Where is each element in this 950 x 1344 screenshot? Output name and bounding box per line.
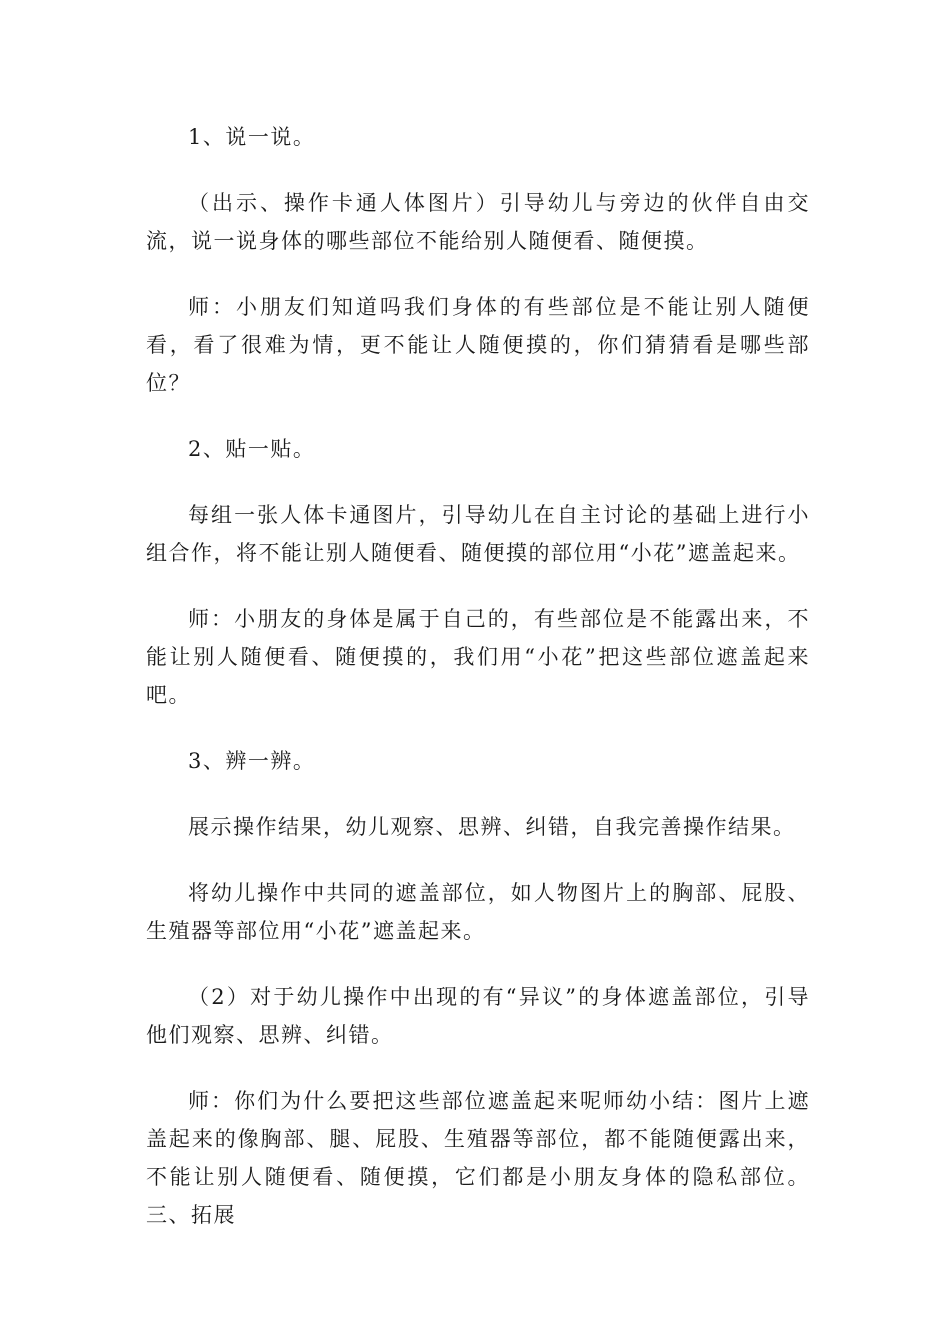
paragraph-common-parts: 将幼儿操作中共同的遮盖部位，如人物图片上的胸部、屁股、生殖器等部位用“小花”遮盖起来。 (146, 881, 810, 943)
heading-paste: 2、贴一贴。 (188, 437, 316, 461)
paragraph-show-results: 展示操作结果，幼儿观察、思辨、纠错，自我完善操作结果。 (188, 815, 796, 839)
heading-say: 1、说一说。 (188, 125, 316, 149)
paragraph-show-cartoon: （出示、操作卡通人体图片）引导幼儿与旁边的伙伴自由交流，说一说身体的哪些部位不能给别人随便看、随便摸。 (146, 191, 810, 253)
heading-distinguish: 3、辨一辨。 (188, 749, 316, 773)
document-page (146, 118, 810, 1262)
paragraph-disputed-parts: （2）对于幼儿操作中出现的有“异议”的身体遮盖部位，引导他们观察、思辨、纠错。 (146, 985, 810, 1047)
paragraph-teacher-flowers: 师：小朋友的身体是属于自己的，有些部位是不能露出来，不能让别人随便看、随便摸的，我们用“小花”把这些部位遮盖起来吧。 (146, 607, 810, 707)
paragraph-group-work: 每组一张人体卡通图片，引导幼儿在自主讨论的基础上进行小组合作，将不能让别人随便看、随便摸的部位用“小花”遮盖起来。 (146, 503, 810, 565)
paragraph-summary: 师：你们为什么要把这些部位遮盖起来呢师幼小结：图片上遮盖起来的像胸部、腿、屁股、生殖器等部位，都不能随便露出来，不能让别人随便看、随便摸，它们都是小朋友身体的隐私部位。三、拓展 (146, 1089, 810, 1227)
paragraph-teacher-question: 师：小朋友们知道吗我们身体的有些部位是不能让别人随便看，看了很难为情，更不能让人随便摸的，你们猜猜看是哪些部位？ (146, 295, 810, 395)
